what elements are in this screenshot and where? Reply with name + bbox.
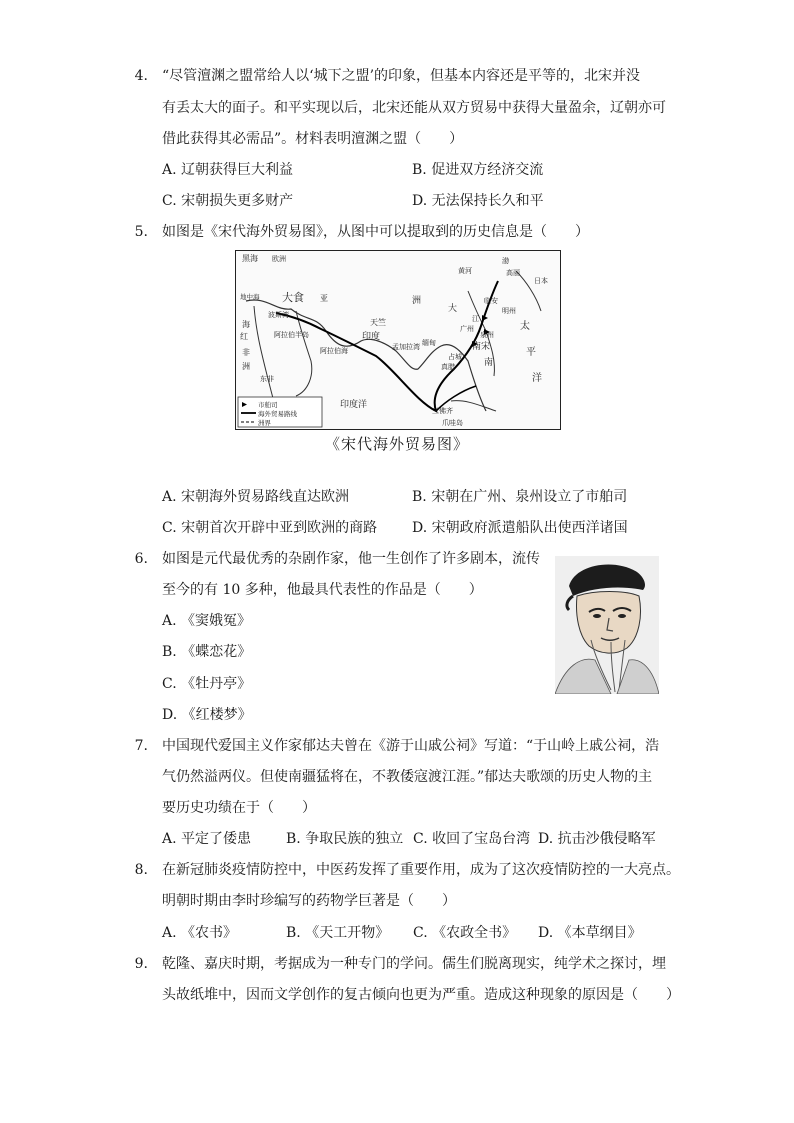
map-label: 缅甸 [422, 339, 436, 347]
map-label: 黑海 [242, 254, 258, 263]
option-a[interactable]: A. 《窦娥冤》 [162, 613, 252, 629]
map-label: 高丽 [506, 269, 520, 277]
legend-route: 海外贸易路线 [258, 410, 297, 418]
map-label: 阿拉伯半岛 [274, 331, 309, 339]
map-label: 印度洋 [340, 400, 368, 410]
map-label: 阿拉伯海 [320, 347, 348, 355]
question-text-line: 气仍然溢两仪。但使南疆猛将在，不教倭寇渡江涯。”郁达夫歌颂的历史人物的主 [162, 769, 653, 785]
question-text-line: 借此获得其必需品”。材料表明澶渊之盟（ ） [162, 131, 464, 147]
map-label: 三佛齐 [432, 407, 453, 415]
map-label: 南宋 [472, 342, 491, 352]
map-label: 天竺 [370, 318, 386, 327]
question-text-line: 明朝时期由李时珍编写的药物学巨著是（ ） [162, 893, 456, 909]
map-label: 洋 [532, 373, 542, 384]
map-label: 波斯湾 [268, 311, 289, 319]
option-a[interactable]: A. 辽朝获得巨大利益 [162, 162, 294, 178]
map-label: 占城 [448, 353, 462, 361]
map-label: 爪哇岛 [442, 419, 463, 427]
map-label: 亚 [320, 294, 328, 303]
question-text-line: 如图是元代最优秀的杂剧作家，他一生创作了许多剧本，流传 [162, 551, 540, 567]
map-label: 欧洲 [272, 255, 286, 263]
map-label: 真腊 [441, 363, 455, 371]
map-label: 大 [448, 304, 458, 314]
option-a[interactable]: A. 《农书》 [162, 925, 238, 941]
map-label: 日本 [534, 277, 548, 285]
question-text-line: 头故纸堆中，因而文学创作的复古倾向也更为严重。造成这种现象的原因是（ ） [162, 987, 680, 1003]
legend-border: 洲界 [258, 419, 271, 427]
question-number: 8. [134, 862, 148, 878]
option-b[interactable]: B. 争取民族的独立 [286, 831, 404, 847]
map-label: 大食 [282, 291, 304, 304]
map-label: 平 [526, 347, 536, 358]
option-a[interactable]: A. 平定了倭患 [162, 831, 252, 847]
map-label: 南 [484, 358, 494, 368]
map-label: 印度 [362, 332, 381, 342]
map-label: 太 [520, 321, 530, 332]
song-trade-map [235, 250, 561, 430]
option-d[interactable]: D. 《红楼梦》 [162, 707, 252, 723]
map-label: 海 [242, 320, 250, 329]
question-number: 4. [134, 68, 148, 84]
option-c[interactable]: C. 宋朝损失更多财产 [162, 193, 294, 209]
map-label: 洲 [242, 362, 250, 371]
map-illustration [236, 251, 560, 429]
portrait-image [555, 556, 659, 694]
option-d[interactable]: D. 抗击沙俄侵略军 [538, 831, 656, 847]
map-label: 孟加拉湾 [392, 343, 420, 351]
option-c[interactable]: C. 《牡丹亭》 [162, 676, 252, 692]
option-d[interactable]: D. 《本草纲目》 [538, 925, 642, 941]
question-text-line: “尽管澶渊之盟常给人以‘城下之盟’的印象，但基本内容还是平等的，北宋并没 [162, 68, 641, 84]
question-number: 7. [134, 738, 148, 754]
question-text-line: 乾隆、嘉庆时期，考据成为一种专门的学问。儒生们脱离现实，纯学术之探讨，埋 [162, 956, 666, 972]
map-label: 东非 [260, 375, 274, 383]
option-c[interactable]: C. 宋朝首次开辟中亚到欧洲的商路 [162, 520, 378, 536]
map-caption: 《宋代海外贸易图》 [324, 435, 469, 453]
option-a[interactable]: A. 宋朝海外贸易路线直达欧洲 [162, 489, 350, 505]
option-d[interactable]: D. 无法保持长久和平 [412, 193, 544, 209]
legend-port: 市舶司 [258, 401, 278, 409]
map-label: 广州 [460, 325, 474, 333]
question-number: 9. [134, 956, 148, 972]
map-label: 临安 [484, 297, 498, 305]
option-b[interactable]: B. 促进双方经济交流 [412, 162, 544, 178]
option-d[interactable]: D. 宋朝政府派遣船队出使西洋诸国 [412, 520, 628, 536]
option-b[interactable]: B. 《蝶恋花》 [162, 644, 252, 660]
question-text-line: 至今的有 10 多种，他最具代表性的作品是（ ） [162, 582, 483, 598]
map-label: 江 [472, 315, 479, 323]
map-label: 非 [242, 348, 250, 357]
question-text-line: 要历史功绩在于（ ） [162, 800, 316, 816]
question-number: 5. [134, 224, 148, 240]
option-b[interactable]: B. 宋朝在广州、泉州设立了市舶司 [412, 489, 628, 505]
map-label: 渤 [502, 257, 509, 265]
map-label: 洲 [412, 296, 422, 306]
question-text-line: 如图是《宋代海外贸易图》，从图中可以提取到的历史信息是（ ） [162, 224, 589, 240]
map-label: 黄河 [458, 267, 472, 275]
question-text-line: 中国现代爱国主义作家郁达夫曾在《游于山戚公祠》写道：“于山岭上戚公祠，浩 [162, 738, 660, 754]
option-c[interactable]: C. 《农政全书》 [413, 925, 517, 941]
map-label: 红 [240, 332, 248, 341]
question-text-line: 在新冠肺炎疫情防控中，中医药发挥了重要作用，成为了这次疫情防控的一大亮点。 [162, 862, 680, 878]
playwright-portrait [555, 556, 659, 694]
question-number: 6. [134, 551, 148, 567]
map-label: 泉州 [480, 331, 494, 339]
map-label: 明州 [502, 307, 516, 315]
question-text-line: 有丢太大的面子。和平实现以后，北宋还能从双方贸易中获得大量盈余，辽朝亦可 [162, 100, 666, 116]
map-label: 地中海 [240, 293, 260, 301]
option-b[interactable]: B. 《天工开物》 [286, 925, 390, 941]
option-c[interactable]: C. 收回了宝岛台湾 [413, 831, 531, 847]
